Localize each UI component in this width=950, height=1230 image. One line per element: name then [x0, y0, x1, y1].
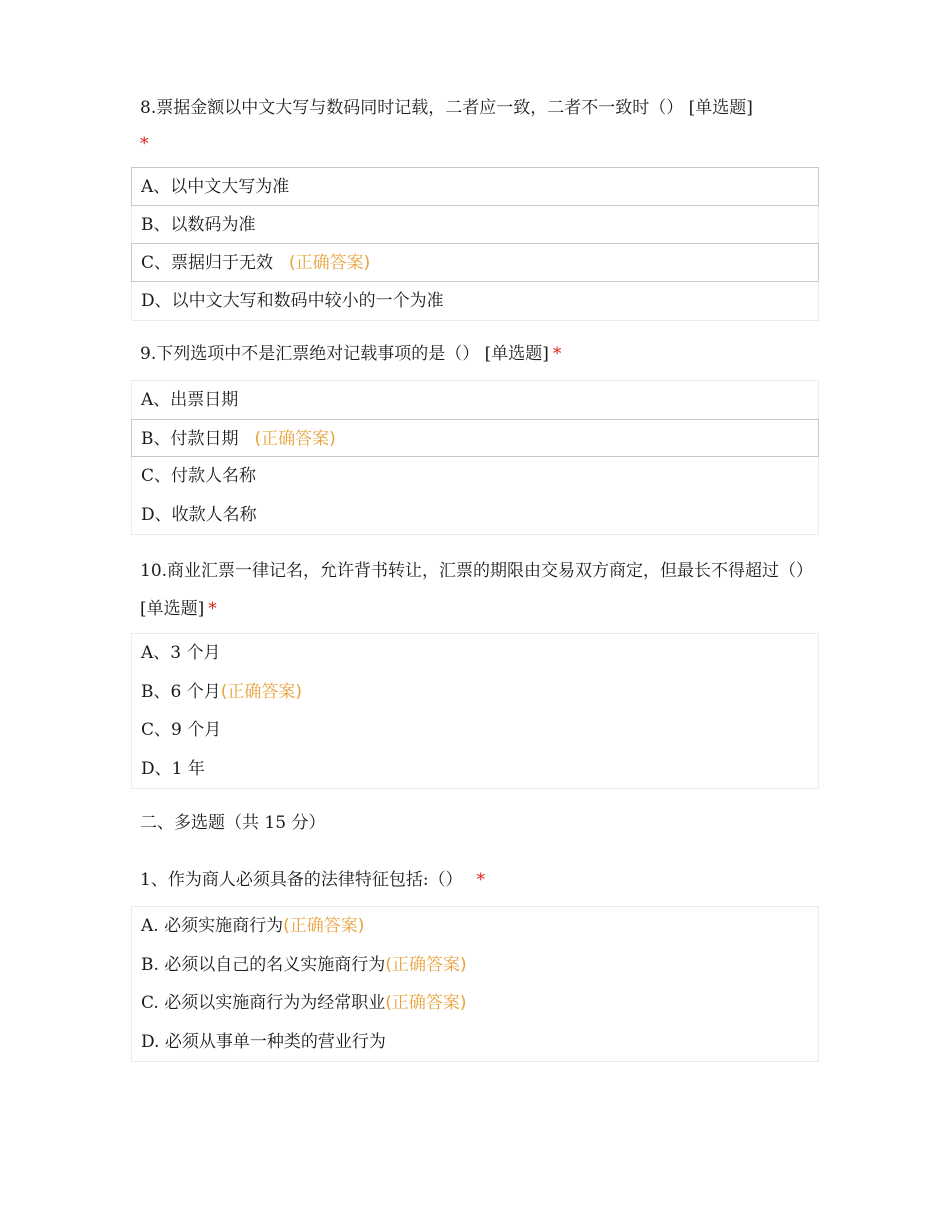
- multi-question-1-title: [140, 862, 815, 898]
- option-a[interactable]: [132, 907, 818, 946]
- option-b[interactable]: [132, 206, 818, 245]
- question-10-options: [131, 633, 819, 789]
- required-mark: *: [476, 870, 486, 890]
- option-c[interactable]: [132, 711, 818, 750]
- question-8-options: [131, 167, 819, 321]
- option-label: B、付款日期: [141, 428, 239, 449]
- required-mark: *: [140, 134, 149, 154]
- correct-answer-badge: (正确答案): [289, 253, 371, 274]
- question-9-title: [140, 336, 815, 372]
- option-label: B、以数码为准: [141, 214, 256, 235]
- correct-answer-badge: (正确答案): [254, 428, 336, 449]
- option-label: A、出票日期: [141, 390, 239, 410]
- option-label: C、9 个月: [141, 720, 222, 741]
- question-10-title: [140, 552, 815, 628]
- question-9-options: [131, 380, 819, 535]
- option-label: C、票据归于无效: [141, 253, 274, 274]
- question-8-title: [140, 90, 815, 162]
- option-b[interactable]: [132, 673, 818, 712]
- option-label: C. 必须以实施商行为为经常职业: [141, 993, 386, 1014]
- option-label: A、以中文大写为准: [141, 177, 290, 197]
- correct-answer-badge: (正确答案): [385, 954, 467, 975]
- question-text: 1、作为商人必须具备的法律特征包括:（）: [140, 870, 463, 890]
- correct-answer-badge: (正确答案): [385, 993, 467, 1014]
- correct-answer-badge: (正确答案): [283, 916, 365, 936]
- section-title: 二、多选题（共 15 分）: [140, 813, 326, 833]
- option-d[interactable]: [132, 282, 818, 321]
- option-c[interactable]: [132, 457, 818, 496]
- option-d[interactable]: [132, 496, 818, 535]
- option-a[interactable]: [131, 167, 819, 206]
- option-label: B. 必须以自己的名义实施商行为: [141, 954, 386, 975]
- question-text: 9.下列选项中不是汇票绝对记载事项的是（） [单选题]: [140, 344, 549, 364]
- option-label: C、付款人名称: [141, 466, 257, 487]
- option-label: A、3 个月: [141, 643, 221, 663]
- option-label: D、以中文大写和数码中较小的一个为准: [141, 290, 444, 311]
- option-c[interactable]: [131, 243, 819, 282]
- option-label: D、1 年: [141, 758, 205, 779]
- option-label: B、6 个月: [141, 681, 221, 702]
- option-b[interactable]: [132, 946, 818, 985]
- option-d[interactable]: [132, 1023, 818, 1062]
- option-label: A. 必须实施商行为: [141, 916, 284, 936]
- option-a[interactable]: [132, 381, 818, 420]
- multi-question-1-options: [131, 906, 819, 1062]
- question-text: 10.商业汇票一律记名，允许背书转让，汇票的期限由交易双方商定，但最长不得超过（） [单选题]: [140, 561, 814, 619]
- correct-answer-badge: (正确答案): [220, 681, 302, 702]
- option-label: D、收款人名称: [141, 504, 257, 525]
- option-b[interactable]: [131, 419, 819, 458]
- required-mark: *: [552, 344, 562, 364]
- option-a[interactable]: [132, 634, 818, 673]
- question-text: 8.票据金额以中文大写与数码同时记载，二者应一致，二者不一致时（） [单选题]: [140, 98, 753, 118]
- required-mark: *: [208, 599, 217, 619]
- option-c[interactable]: [132, 984, 818, 1023]
- option-label: D. 必须从事单一种类的营业行为: [141, 1031, 386, 1052]
- option-d[interactable]: [132, 750, 818, 789]
